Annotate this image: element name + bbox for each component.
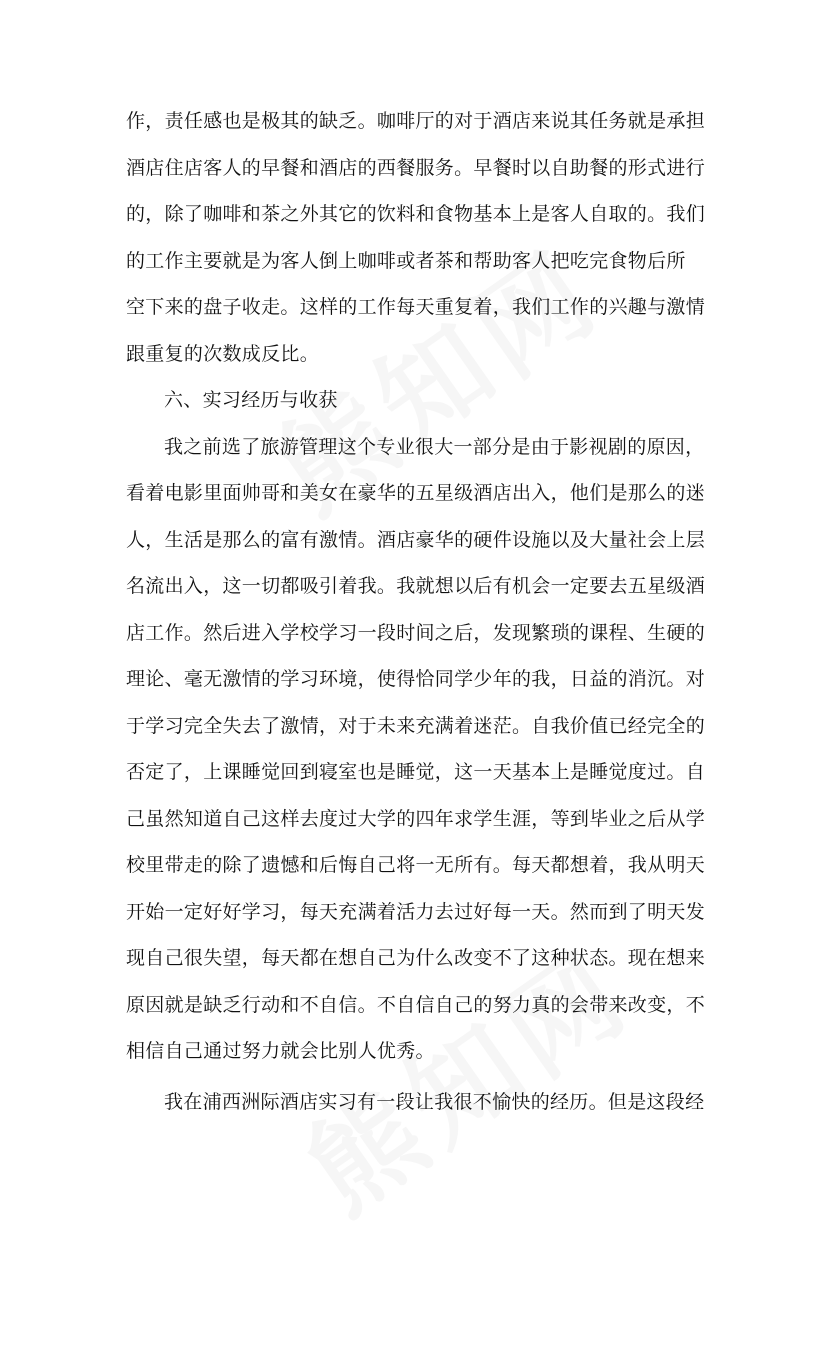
paragraph [126,98,716,377]
text-line: 作，责任感也是极其的缺乏。咖啡厅的对于酒店来说其任务就是承担 [126,110,706,132]
text-line: 的工作主要就是为客人倒上咖啡或者茶和帮助客人把吃完食物后所 [126,249,686,272]
text-line: 原因就是缺乏行动和不自信。不自信自己的努力真的会带来改变，不 [126,993,706,1016]
text-line: 空下来的盘子收走。这样的工作每天重复着，我们工作的兴趣与激情 [126,296,706,318]
paragraph [126,424,716,1075]
text-line: 相信自己通过努力就会比别人优秀。 [126,1040,435,1062]
text-line: 人，生活是那么的富有激情。酒店豪华的硬件设施以及大量社会上层 [126,528,706,551]
text-line: 否定了，上课睡觉回到寝室也是睡觉，这一天基本上是睡觉度过。自 [126,761,706,783]
text-line: 酒店住店客人的早餐和酒店的西餐服务。早餐时以自助餐的形式进行 [126,156,706,179]
text-line: 我之前选了旅游管理这个专业很大一部分是由于影视剧的原因， [164,435,705,458]
text-line: 店工作。然后进入学校学习一段时间之后，发现繁琐的课程、生硬的 [126,621,706,644]
section-heading [126,377,716,424]
text-line: 理论、毫无激情的学习环境，使得恰同学少年的我，日益的消沉。对 [126,668,706,690]
section-heading-text: 六、实习经历与收获 [164,389,338,411]
paragraph [126,1079,716,1126]
text-line: 己虽然知道自己这样去度过大学的四年求学生涯，等到毕业之后从学 [126,807,706,830]
text-line: 于学习完全失去了激情，对于未来充满着迷茫。自我价值已经完全的 [126,714,706,737]
text-line: 名流出入，这一切都吸引着我。我就想以后有机会一定要去五星级酒 [126,575,706,597]
text-line: 校里带走的除了遗憾和后悔自己将一无所有。每天都想着，我从明天 [126,854,706,876]
text-line: 现自己很失望，每天都在想自己为什么改变不了这种状态。现在想来 [126,947,706,969]
text-line: 的，除了咖啡和茶之外其它的饮料和食物基本上是客人自取的。我们 [126,203,706,225]
body-text [126,98,716,1125]
text-line: 看着电影里面帅哥和美女在豪华的五星级酒店出入，他们是那么的迷 [126,482,706,504]
text-line: 开始一定好好学习，每天充满着活力去过好每一天。然而到了明天发 [126,900,706,923]
text-line: 跟重复的次数成反比。 [126,342,320,365]
text-line: 我在浦西洲际酒店实习有一段让我很不愉快的经历。但是这段经 [164,1090,705,1113]
